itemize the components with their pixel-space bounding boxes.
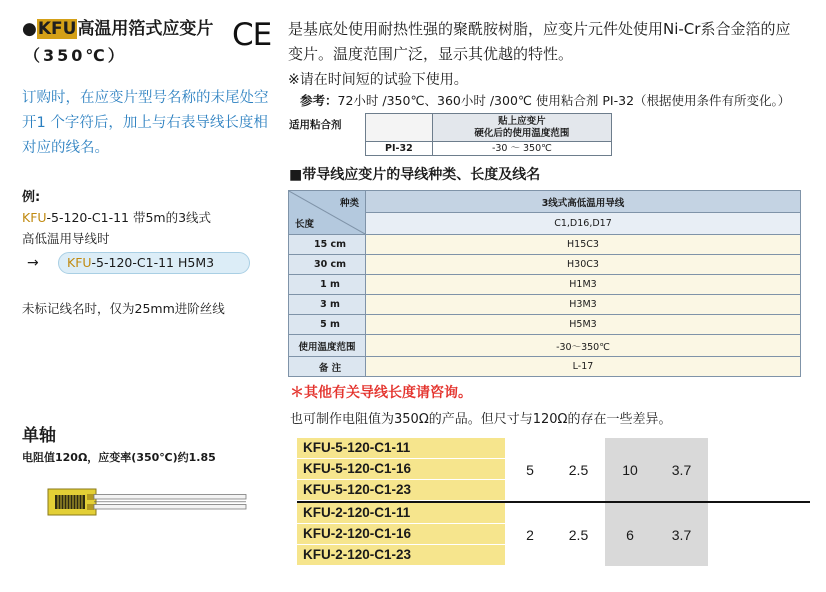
spec-value: 6	[605, 503, 655, 566]
strain-gauge-icon	[38, 484, 250, 520]
title-brand: KFU	[37, 19, 77, 39]
order-note-line: 开1 个字符后，加上与右表导线长度相	[22, 115, 268, 131]
lead-code: H5M3	[366, 315, 801, 335]
example-result-box	[58, 252, 250, 274]
example-brand: KFU	[22, 210, 47, 225]
spec-value: 3.7	[655, 503, 708, 566]
table-row	[289, 275, 801, 295]
adhesive-header-line: 贴上应变片	[498, 115, 546, 127]
arrow-right-icon: →	[27, 255, 39, 271]
corner-header-cell	[289, 191, 366, 235]
order-note-line: 订购时，在应变片型号名称的末尾处空	[22, 90, 269, 106]
table-row	[289, 315, 801, 335]
temp-range-value: -30～350℃	[366, 335, 801, 357]
table-row	[289, 335, 801, 357]
table-row	[289, 235, 801, 255]
example-line-2: 高低温用导线时	[22, 231, 110, 246]
remark-label: 备 注	[289, 357, 366, 377]
adhesive-label: 适用粘合剂	[289, 119, 342, 131]
title-temperature: （350℃）	[24, 46, 127, 65]
corner-length-label: 长度	[295, 219, 315, 230]
adhesive-name: PI-32	[366, 142, 433, 156]
lead-length: 3 m	[289, 295, 366, 315]
reference-note	[300, 92, 810, 110]
caution-note: ※请在时间短的试验下使用。	[288, 72, 468, 88]
spec-value: 2.5	[568, 526, 589, 543]
adhesive-temp-header	[432, 114, 611, 142]
table-row	[289, 255, 801, 275]
lead-code: H15C3	[366, 235, 801, 255]
spacer	[708, 503, 810, 566]
model-number: KFU-2-120-C1-23	[297, 545, 505, 566]
spec-value: 3.7	[655, 438, 708, 501]
corner-type-label: 种类	[339, 198, 359, 209]
ce-mark-icon: CE	[232, 17, 272, 53]
model-number: KFU-5-120-C1-23	[297, 480, 505, 501]
spacer	[708, 438, 810, 501]
example-label: 例:	[22, 190, 41, 205]
reference-label: 参考：	[300, 93, 338, 108]
example-result-text: -5-120-C1-11 H5M3	[91, 255, 215, 270]
uniaxial-heading: 单轴	[22, 426, 56, 446]
order-note	[22, 86, 272, 161]
order-note-line: 对应的线名。	[22, 140, 109, 156]
adhesive-table	[365, 113, 612, 156]
lead-length: 30 cm	[289, 255, 366, 275]
temp-range-label: 使用温度范围	[289, 335, 366, 357]
model-number: KFU-5-120-C1-16	[297, 459, 505, 480]
variant-group	[297, 501, 810, 566]
adhesive-range: -30 ～ 350℃	[432, 142, 611, 156]
lead-type-header: 3线式高低温用导线	[366, 191, 801, 213]
lead-length-inquiry-note: ＊其他有关导线长度请咨询。	[290, 385, 472, 401]
model-number: KFU-5-120-C1-11	[297, 438, 505, 459]
spec-value: 5	[526, 461, 534, 478]
default-lead-note: 未标记线名时，仅为25mm进阶丝线	[22, 301, 225, 316]
lead-table-heading: ■带导线应变片的导线种类、长度及线名	[289, 167, 541, 183]
table-row	[289, 357, 801, 377]
model-list	[297, 438, 505, 501]
reference-text: 72小时 /350℃、360小时 /300℃ 使用粘合剂 PI-32（根据使用条件有所变化。）	[337, 93, 791, 108]
lead-length: 15 cm	[289, 235, 366, 255]
spec-value: 2	[526, 526, 534, 543]
lead-table	[288, 190, 801, 377]
spec-value: 10	[605, 438, 655, 501]
product-description	[288, 17, 818, 67]
product-title	[22, 17, 213, 41]
lead-code: H30C3	[366, 255, 801, 275]
variant-group	[297, 438, 810, 501]
model-number: KFU-2-120-C1-16	[297, 524, 505, 545]
title-bullet: ●	[22, 19, 37, 39]
lead-length: 1 m	[289, 275, 366, 295]
example-model-text: -5-120-C1-11 带5m的3线式	[46, 210, 212, 225]
model-list	[297, 503, 505, 566]
lead-code: H3M3	[366, 295, 801, 315]
variant-350-ohm-note: 也可制作电阻值为350Ω的产品。但尺寸与120Ω的存在一些差异。	[290, 412, 672, 427]
title-text: 高温用箔式应变片	[77, 19, 214, 39]
example-line-1	[22, 209, 211, 227]
table-row	[289, 295, 801, 315]
description-line: 变片。温度范围广泛，显示其优越的特性。	[288, 45, 574, 63]
model-number: KFU-2-120-C1-11	[297, 503, 505, 524]
applicable-models: C1,D16,D17	[366, 213, 801, 235]
spec-value: 2.5	[568, 461, 589, 478]
remark-value: L-17	[366, 357, 801, 377]
lead-code: H1M3	[366, 275, 801, 295]
adhesive-header-blank	[366, 114, 433, 142]
uniaxial-spec: 电阻值120Ω，应变率(350℃)约1.85	[22, 451, 216, 464]
description-line: 是基底处使用耐热性强的聚酰胺树脂，应变片元件处使用Ni-Cr系合金箔的应	[288, 20, 791, 38]
example-result-brand: KFU	[67, 255, 92, 270]
lead-length: 5 m	[289, 315, 366, 335]
adhesive-header-line: 硬化后的使用温度范围	[474, 127, 570, 139]
